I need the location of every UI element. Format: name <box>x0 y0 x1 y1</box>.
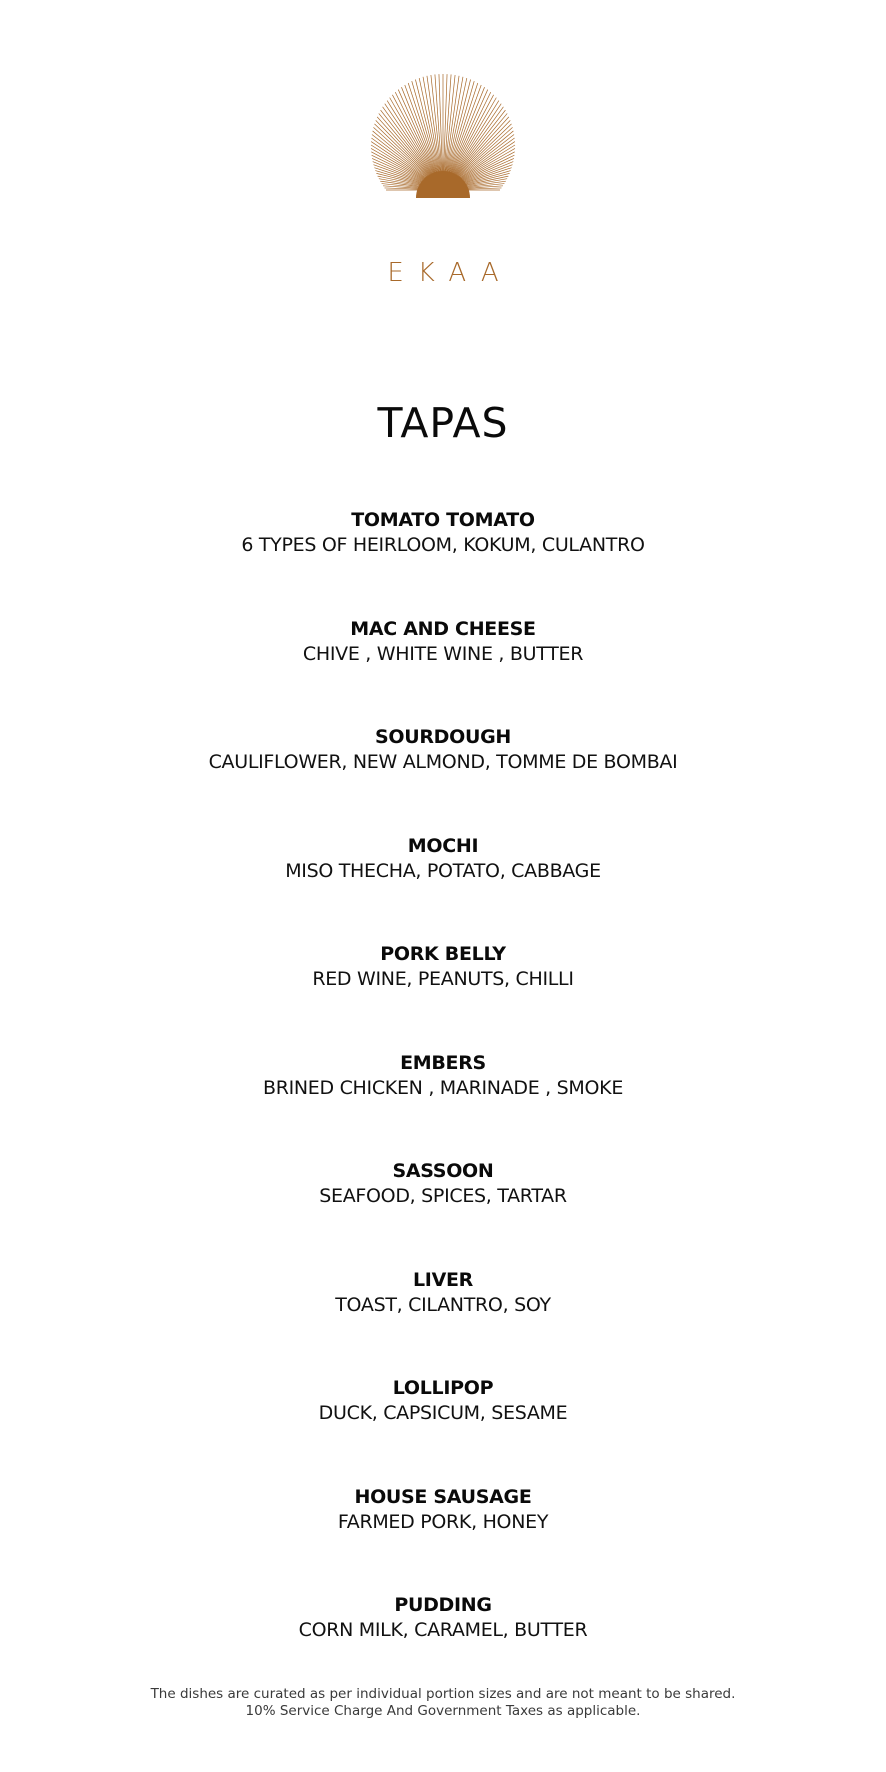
sunburst-logo-icon <box>369 72 517 220</box>
menu-item-description: TOAST, CILANTRO, SOY <box>335 1293 551 1316</box>
menu-item <box>0 725 886 834</box>
menu-item <box>0 508 886 617</box>
menu-item-name: MOCHI <box>407 834 479 857</box>
menu-item-description: MISO THECHA, POTATO, CABBAGE <box>285 859 601 882</box>
menu-item <box>0 1268 886 1377</box>
menu-item-description: 6 TYPES OF HEIRLOOM, KOKUM, CULANTRO <box>241 534 645 556</box>
brand-logo <box>0 72 886 286</box>
menu-item-description: SEAFOOD, SPICES, TARTAR <box>319 1185 567 1207</box>
logo-ray <box>373 127 431 179</box>
menu-item <box>0 1051 886 1160</box>
menu-item-name: MAC AND CHEESE <box>350 617 536 640</box>
menu-item-name: HOUSE SAUSAGE <box>354 1485 532 1508</box>
service-charge-note: 10% Service Charge And Government Taxes as applicable. <box>245 1703 641 1719</box>
menu-item-description: CHIVE , WHITE WINE , BUTTER <box>302 642 584 665</box>
footer-note <box>0 1686 886 1720</box>
logo-ray <box>453 113 507 177</box>
menu-item <box>0 834 886 943</box>
menu-list <box>0 508 886 1702</box>
menu-item-name: PUDDING <box>394 1594 492 1616</box>
menu-item-name: SASSOON <box>392 1160 494 1182</box>
brand-name: EKAA <box>387 258 513 288</box>
menu-item <box>0 1159 886 1268</box>
portion-note: The dishes are curated as per individual portion sizes and are not meant to be shared. <box>150 1686 736 1702</box>
menu-item-name: LIVER <box>413 1268 473 1291</box>
logo-ray <box>455 127 513 179</box>
menu-item-description: FARMED PORK, HONEY <box>337 1510 549 1533</box>
menu-item-name: TOMATO TOMATO <box>351 509 535 531</box>
menu-item-description: CAULIFLOWER, NEW ALMOND, TOMME DE BOMBAI <box>208 751 678 773</box>
menu-item-name: SOURDOUGH <box>374 726 512 748</box>
menu-item <box>0 1485 886 1594</box>
menu-item-description: RED WINE, PEANUTS, CHILLI <box>312 968 574 990</box>
menu-title: TAPAS <box>377 399 509 447</box>
menu-item <box>0 1376 886 1485</box>
menu-item-name: PORK BELLY <box>380 943 506 965</box>
logo-ray <box>379 113 433 177</box>
menu-item-name: EMBERS <box>400 1051 486 1074</box>
menu-item-name: LOLLIPOP <box>392 1377 494 1399</box>
menu-item-description: CORN MILK, CARAMEL, BUTTER <box>298 1619 588 1641</box>
menu-item-description: DUCK, CAPSICUM, SESAME <box>318 1402 568 1424</box>
menu-item <box>0 617 886 726</box>
menu-item-description: BRINED CHICKEN , MARINADE , SMOKE <box>262 1076 624 1099</box>
menu-item <box>0 942 886 1051</box>
